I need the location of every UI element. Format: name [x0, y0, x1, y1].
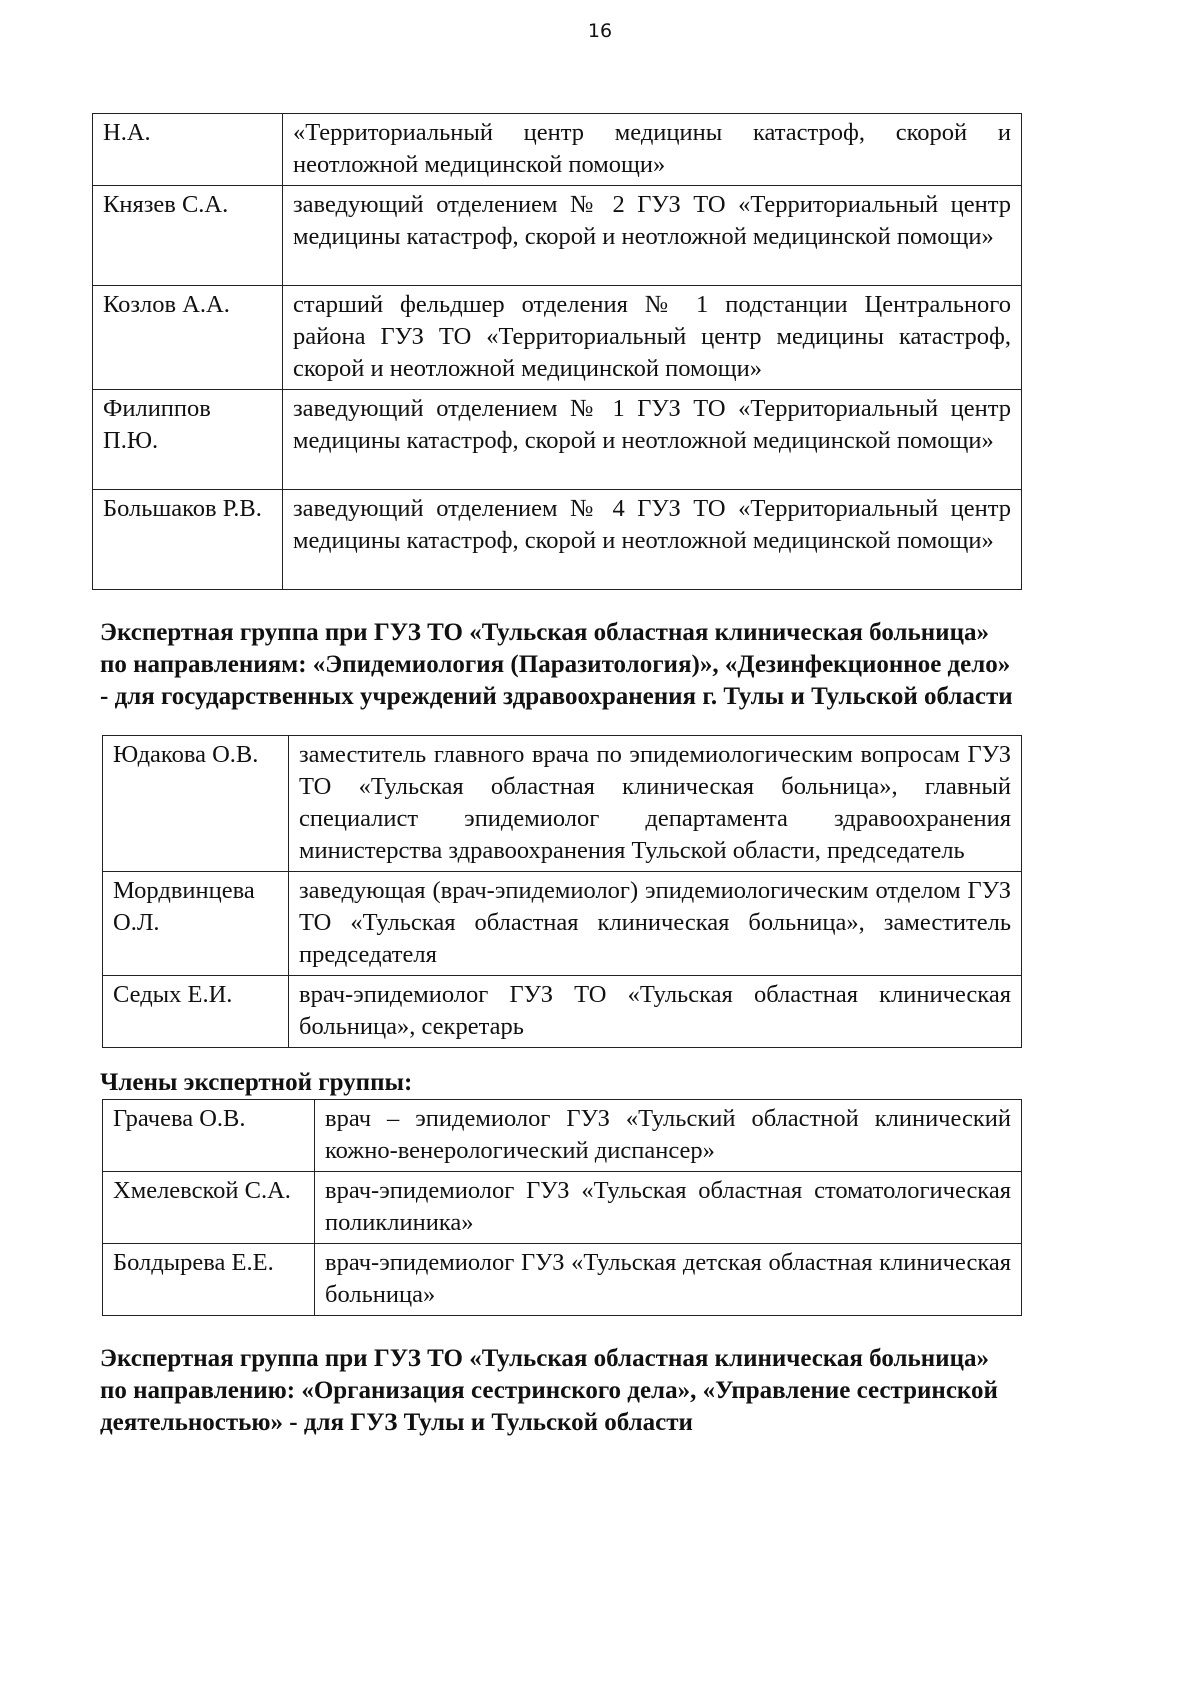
table-row [103, 1172, 1022, 1244]
committee-table-3 [102, 1099, 1022, 1316]
members-heading: Члены экспертной группы: [100, 1069, 413, 1096]
heading-line: деятельностью» - для ГУЗ Тулы и Тульской области [100, 1409, 693, 1436]
table-row [103, 1244, 1022, 1316]
page-number: 16 [587, 20, 613, 42]
member-name: Козлов А.А. [93, 286, 283, 390]
member-position: заведующий отделением № 4 ГУЗ ТО «Территориальный центр медицины катастроф, скорой и неотложной медицинской помощи» [283, 490, 1022, 590]
member-position: заведующая (врач-эпидемиолог) эпидемиологическим отделом ГУЗ ТО «Тульская областная клиническая больница», заместитель председателя [289, 872, 1022, 976]
table-row [93, 186, 1022, 286]
member-position: врач-эпидемиолог ГУЗ «Тульская детская областная клиническая больница» [315, 1244, 1022, 1316]
member-position: врач – эпидемиолог ГУЗ «Тульский областной клинический кожно-венерологический диспансер» [315, 1100, 1022, 1172]
heading-line: по направлениям: «Эпидемиология (Паразитология)», «Дезинфекционное дело» [100, 651, 1011, 678]
table-row [103, 736, 1022, 872]
committee-table-2 [102, 735, 1022, 1048]
member-name: Н.А. [93, 114, 283, 186]
committee-table-1 [92, 113, 1022, 590]
member-position: заведующий отделением № 2 ГУЗ ТО «Территориальный центр медицины катастроф, скорой и неотложной медицинской помощи» [283, 186, 1022, 286]
section-heading-epidemiology [100, 617, 1135, 713]
table-row [103, 872, 1022, 976]
table-row [93, 390, 1022, 490]
member-name: Большаков Р.В. [93, 490, 283, 590]
member-name: Седых Е.И. [103, 976, 289, 1048]
table-row [93, 490, 1022, 590]
heading-line: Экспертная группа при ГУЗ ТО «Тульская областная клиническая больница» [100, 1345, 989, 1372]
heading-line: по направлению: «Организация сестринского дела», «Управление сестринской [100, 1377, 998, 1404]
member-name: Болдырева Е.Е. [103, 1244, 315, 1316]
table-row [93, 114, 1022, 186]
member-name: Филиппов П.Ю. [93, 390, 283, 490]
member-position: заведующий отделением № 1 ГУЗ ТО «Территориальный центр медицины катастроф, скорой и неотложной медицинской помощи» [283, 390, 1022, 490]
member-position: врач-эпидемиолог ГУЗ «Тульская областная стоматологическая поликлиника» [315, 1172, 1022, 1244]
section-heading-nursing [100, 1343, 1135, 1439]
member-position: старший фельдшер отделения № 1 подстанции Центрального района ГУЗ ТО «Территориальный центр медицины катастроф, скорой и неотложной медицинской помощи» [283, 286, 1022, 390]
member-position: заместитель главного врача по эпидемиологическим вопросам ГУЗ ТО «Тульская областная клиническая больница», главный специалист эпидемиолог департамента здравоохранения министерства здравоохранения Тульской области, председатель [289, 736, 1022, 872]
member-name: Юдакова О.В. [103, 736, 289, 872]
member-position: «Территориальный центр медицины катастроф, скорой и неотложной медицинской помощи» [283, 114, 1022, 186]
table-row [93, 286, 1022, 390]
member-name: Мордвинцева О.Л. [103, 872, 289, 976]
heading-line: Экспертная группа при ГУЗ ТО «Тульская областная клиническая больница» [100, 619, 989, 646]
member-name: Грачева О.В. [103, 1100, 315, 1172]
member-position: врач-эпидемиолог ГУЗ ТО «Тульская областная клиническая больница», секретарь [289, 976, 1022, 1048]
table-row [103, 976, 1022, 1048]
member-name: Хмелевской С.А. [103, 1172, 315, 1244]
table-row [103, 1100, 1022, 1172]
member-name: Князев С.А. [93, 186, 283, 286]
heading-line: - для государственных учреждений здравоохранения г. Тулы и Тульской области [100, 683, 1013, 710]
